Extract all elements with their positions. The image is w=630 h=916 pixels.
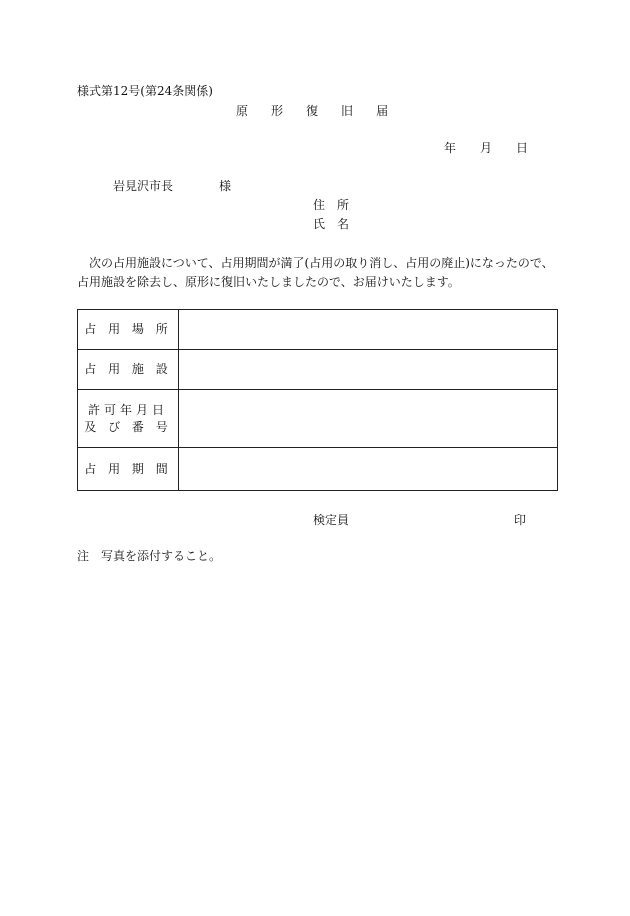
form-table [77,309,558,491]
day-label: 日 [516,141,529,155]
form-number: 様式第12号(第24条関係) [77,84,213,98]
row-value-field[interactable] [179,310,558,350]
title-char: 届 [376,104,389,118]
title-char: 旧 [341,104,354,118]
note: 注 写真を添付すること。 [77,549,222,563]
row-label-line: 占 用 期 間 [84,461,172,476]
table-row [78,350,558,390]
inspector-label: 検定員 [313,513,350,527]
month-label: 月 [480,141,493,155]
title-char: 復 [306,104,319,118]
row-label-line: 占 用 施 設 [84,362,172,376]
row-label [78,350,179,390]
row-label-line: 占 用 場 所 [84,322,172,336]
document-title [236,105,388,117]
row-label [78,390,179,448]
title-char: 形 [271,104,284,118]
addressee: 岩見沢市長 [113,179,174,193]
name-label: 氏名 [313,217,362,231]
row-value-field[interactable] [179,390,558,448]
row-label [78,310,179,350]
table-row [78,390,558,448]
title-char: 原 [236,104,249,118]
seal-label: 印 [514,513,527,527]
row-label-line: 及 び 番 号 [84,419,172,434]
row-value-field[interactable] [179,448,558,491]
row-label-line: 許可年月日 [87,402,168,417]
date-line [444,142,528,154]
table-row [78,448,558,491]
address-label: 住所 [313,198,362,212]
table-row [78,310,558,350]
year-label: 年 [444,141,457,155]
row-label [78,448,179,491]
row-value-field[interactable] [179,350,558,390]
body-text: 次の占用施設について、占用期間が満了(占用の取り消し、占用の廃止)になったので、占用施設を除去し、原形に復旧いたしましたので、お届けいたします。 [77,256,554,289]
addressee-suffix: 様 [219,179,232,193]
